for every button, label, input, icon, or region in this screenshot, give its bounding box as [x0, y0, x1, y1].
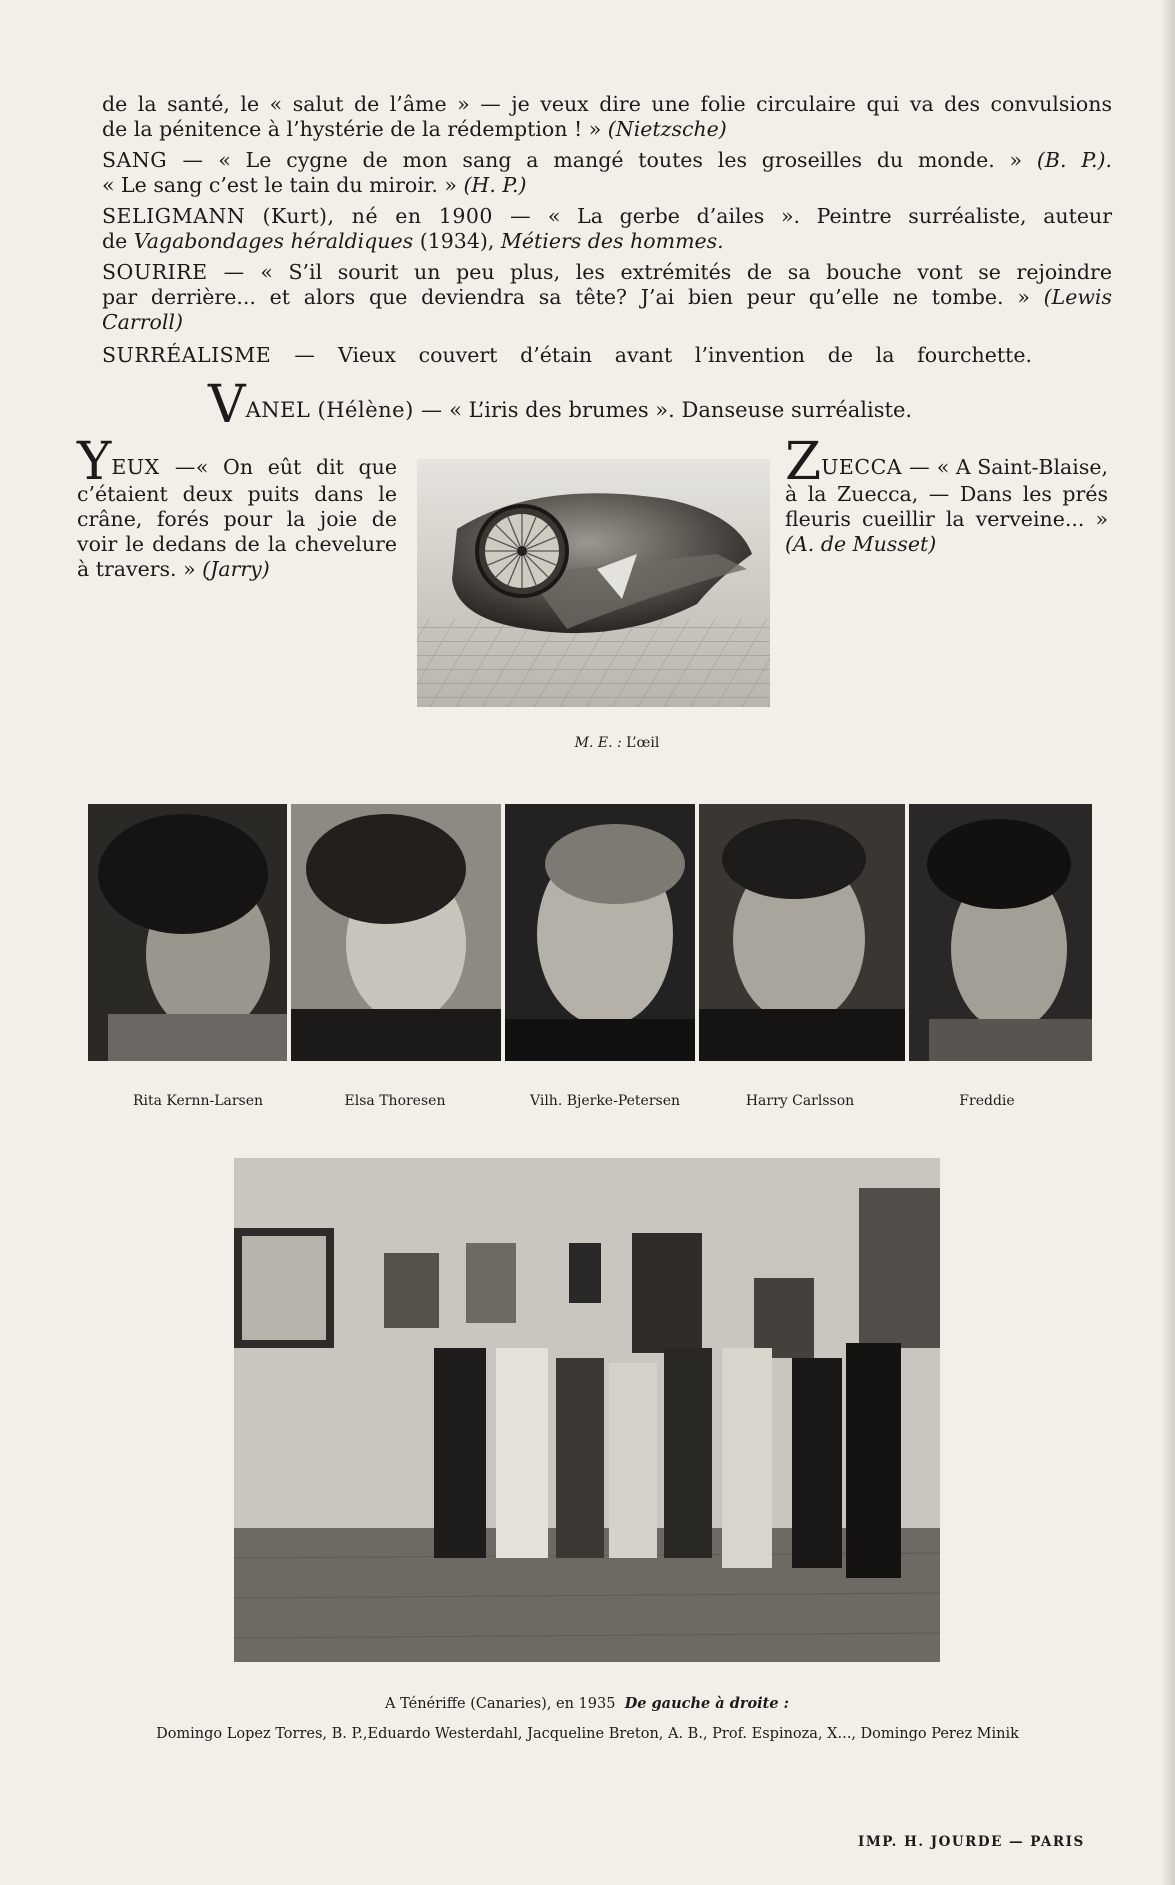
entry-vanel	[208, 375, 913, 435]
sante-line-2: de la pénitence à l’hystérie de la rédemption ! »	[102, 117, 602, 141]
portrait-caption-3: Vilh. Bjerke-Petersen	[529, 1093, 680, 1109]
entry-surrealisme	[102, 343, 1112, 368]
sang-attribution-2: (H. P.)	[463, 173, 527, 197]
sang-attribution-1: (B. P.).	[1036, 148, 1112, 172]
yeux-dropcap: Y	[77, 432, 112, 492]
sourire-text-1: « S’il sourit un peu plus, les extrémités de sa bouche vont se rejoindre	[260, 260, 1112, 284]
eye-caption-title: L’œil	[626, 735, 660, 751]
page-edge	[1161, 0, 1175, 1885]
zuecca-attribution: (A. de Musset)	[785, 532, 937, 556]
yeux-text: « On eût dit que c’étaient deux puits dans le crâne, forés pour la joie de voir le dedans de la chevelure à travers. »	[77, 455, 397, 581]
sourire-head: SOURIRE —	[102, 260, 245, 284]
entry-sang	[102, 148, 1112, 198]
entry-zuecca	[785, 432, 1108, 557]
dictionary-entries	[102, 92, 1112, 374]
group-figures	[434, 1343, 901, 1578]
portrait-caption-5: Freddie	[959, 1093, 1015, 1109]
sourire-text-2: par derrière... et alors que deviendra sa tête? J’ai bien peur qu’elle ne tombe. »	[102, 285, 1030, 309]
zuecca-dropcap: Z	[785, 432, 822, 492]
seligmann-de: de	[102, 229, 128, 253]
portrait-4-image	[699, 804, 905, 1061]
vanel-head: ANEL (Hélène) —	[245, 398, 443, 422]
portrait-caption-1: Rita Kernn-Larsen	[132, 1093, 264, 1109]
portrait-photo-harry	[699, 804, 905, 1061]
sang-text-2: « Le sang c’est le tain du miroir. »	[102, 173, 457, 197]
seligmann-book-1: Vagabondages héraldiques	[133, 229, 414, 253]
entry-sourire	[102, 260, 1112, 335]
eye-artwork-drawing	[417, 459, 770, 707]
yeux-attribution: (Jarry)	[202, 557, 270, 581]
zuecca-text: « A Saint-Blaise, à la Zuecca, — Dans les prés fleuris cueillir la verveine... »	[785, 455, 1108, 531]
portrait-3-image	[505, 804, 695, 1061]
portrait-1-image	[88, 804, 287, 1061]
sourire-attribution-1: (Lewis	[1043, 285, 1112, 309]
eye-image-caption	[517, 735, 717, 751]
portrait-photo-rita	[88, 804, 287, 1061]
portrait-caption-2: Elsa Thoresen	[344, 1093, 446, 1109]
portrait-photo-freddie	[909, 804, 1092, 1061]
surrealisme-head: SURRÉALISME —	[102, 343, 316, 367]
sourire-attribution-2: Carroll)	[102, 310, 183, 334]
zuecca-head: UECCA —	[821, 455, 931, 479]
seligmann-text: « La gerbe d’ailes ». Peintre surréaliste, auteur	[547, 204, 1112, 228]
group-photo-caption-line-1	[117, 1695, 1057, 1712]
portrait-2-image	[291, 804, 501, 1061]
eye-caption-author: M. E. :	[574, 735, 622, 751]
surrealisme-text: Vieux couvert d’étain avant l’invention de la fourchette.	[338, 343, 1032, 367]
yeux-head: EUX —	[111, 455, 196, 479]
sang-text: « Le cygne de mon sang a mangé toutes les groseilles du monde. »	[218, 148, 1023, 172]
group-caption-place: A Ténériffe (Canaries), en 1935	[385, 1696, 616, 1712]
sang-head: SANG —	[102, 148, 204, 172]
portrait-photo-elsa	[291, 804, 501, 1061]
entry-seligmann	[102, 204, 1112, 254]
group-caption-order: De gauche à droite :	[624, 1695, 789, 1712]
seligmann-book-2: Métiers des hommes.	[500, 229, 724, 253]
entry-sante-continuation	[102, 92, 1112, 142]
portrait-5-image	[909, 804, 1092, 1061]
group-caption-names: Domingo Lopez Torres, B. P.,Eduardo Westerdahl, Jacqueline Breton, A. B., Prof. Espinoza, X..., Domingo Perez Minik	[156, 1726, 1019, 1742]
portrait-photo-vilh	[505, 804, 695, 1061]
sante-attribution: (Nietzsche)	[607, 117, 727, 141]
printer-imprint: IMP. H. JOURDE — PARIS	[858, 1834, 1085, 1850]
vanel-text: « L’iris des brumes ». Danseuse surréaliste.	[449, 398, 913, 422]
portrait-caption-4: Harry Carlsson	[745, 1093, 855, 1109]
seligmann-year: (1934),	[419, 229, 495, 253]
group-photo-tenerife	[234, 1158, 940, 1662]
sante-line-1: de la santé, le « salut de l’âme » — je veux dire une folie circulaire qui va des convulsions	[102, 92, 1112, 116]
entry-yeux	[77, 432, 397, 582]
eye-artwork-image	[417, 459, 770, 707]
seligmann-head: SELIGMANN (Kurt), né en 1900 —	[102, 204, 532, 228]
vanel-dropcap: V	[208, 375, 246, 435]
group-photo-image	[234, 1158, 940, 1662]
